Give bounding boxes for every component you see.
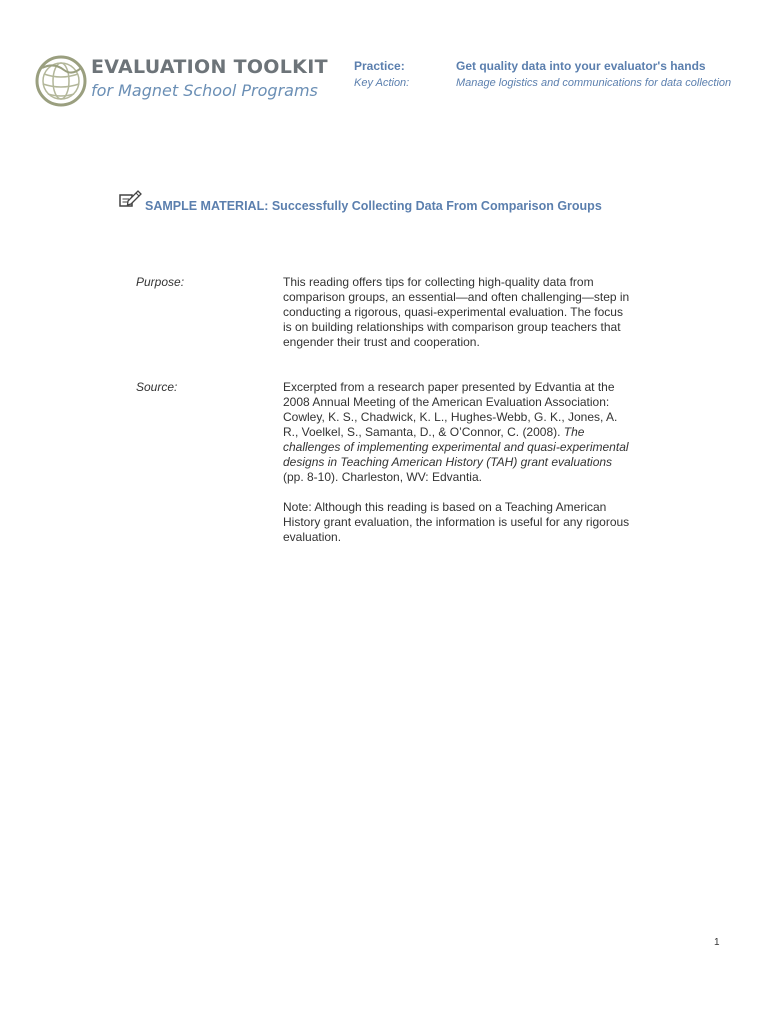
page-number: 1	[714, 937, 720, 948]
sample-material-heading	[118, 188, 678, 213]
practice-label: Practice:	[354, 59, 405, 73]
purpose-text	[283, 275, 633, 350]
source-note: Note: Although this reading is based on a Teaching American History grant evaluation, the information is useful for any rigorous evaluation.	[283, 500, 630, 544]
source-citation	[283, 380, 633, 485]
source-label: Source:	[136, 380, 178, 394]
logo-subtitle: for Magnet School Programs	[91, 81, 318, 100]
practice-value: Get quality data into your evaluator's hands	[456, 59, 706, 73]
source-text	[283, 380, 633, 545]
purpose-label: Purpose:	[136, 275, 185, 289]
source-citation-tail: (pp. 8-10). Charleston, WV: Edvantia.	[283, 470, 482, 484]
source-citation-title: The challenges of implementing experimental and quasi-experimental designs in Teaching American History (TAH) grant evaluations	[283, 425, 629, 469]
purpose-paragraph: This reading offers tips for collecting high-quality data from comparison groups, an essential—and often challenging—step in conducting a rigorous, quasi-experimental evaluation. The focus is on building relationships with comparison group teachers that engender their trust and cooperation.	[283, 275, 630, 349]
source-citation-lead: Excerpted from a research paper presented by Edvantia at the 2008 Annual Meeting of the American Evaluation Association: Cowley, K. S., Chadwick, K. L., Hughes-Webb, G. K., Jones, A. R., Voelkel, S., Samanta, D., & O’Connor, C. (2008).	[283, 380, 618, 439]
key-action-label: Key Action:	[354, 77, 410, 89]
key-action-value: Manage logistics and communications for data collection	[456, 77, 732, 89]
sample-material-title: SAMPLE MATERIAL: Successfully Collecting Data From Comparison Groups	[145, 199, 602, 213]
toolkit-logo	[34, 54, 334, 108]
logo-title: EVALUATION TOOLKIT	[91, 56, 328, 78]
note-pencil-icon	[118, 188, 142, 210]
globe-logo-icon	[34, 54, 88, 108]
